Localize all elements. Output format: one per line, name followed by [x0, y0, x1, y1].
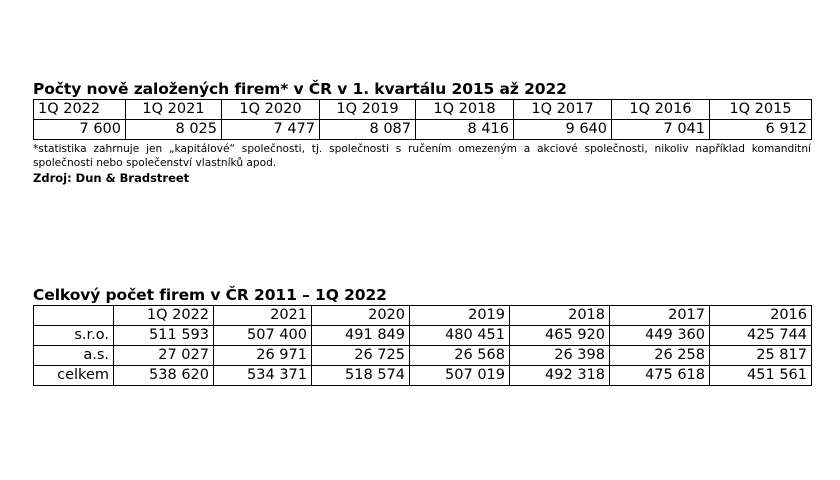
table2-header-cell: 2021 [214, 306, 312, 326]
table-cell: 511 593 [114, 326, 214, 346]
table-row-as [34, 346, 812, 366]
table-cell: 26 398 [510, 346, 610, 366]
table1-title: Počty nově založených firem* v ČR v 1. kvartálu 2015 až 2022 [33, 80, 567, 98]
table1-value-cell: 8 025 [126, 120, 222, 140]
table-cell: 26 258 [610, 346, 710, 366]
table1-value-cell: 8 087 [320, 120, 416, 140]
table1-value-cell: 7 041 [612, 120, 710, 140]
table-cell: 449 360 [610, 326, 710, 346]
table2-header-row [34, 306, 812, 326]
table-row-total [34, 366, 812, 386]
table-cell: 465 920 [510, 326, 610, 346]
table-cell: 518 574 [312, 366, 410, 386]
table1-header-cell: 1Q 2018 [416, 100, 514, 120]
table2-header-cell [34, 306, 114, 326]
table-cell: 25 817 [710, 346, 812, 366]
total-companies-section [33, 286, 811, 386]
table-cell: 507 400 [214, 326, 312, 346]
new-companies-section [33, 80, 811, 185]
total-companies-table [33, 305, 812, 386]
table1-header-cell: 1Q 2017 [514, 100, 612, 120]
table2-header-cell: 2016 [710, 306, 812, 326]
table1-header-row [34, 100, 812, 120]
table2-header-cell: 2018 [510, 306, 610, 326]
table-cell: 475 618 [610, 366, 710, 386]
new-companies-table [33, 99, 812, 140]
table-cell: 480 451 [410, 326, 510, 346]
table-cell: 534 371 [214, 366, 312, 386]
table-cell: 507 019 [410, 366, 510, 386]
table-cell: 26 971 [214, 346, 312, 366]
table2-header-cell: 2019 [410, 306, 510, 326]
table1-header-cell: 1Q 2019 [320, 100, 416, 120]
table1-header-cell: 1Q 2022 [34, 100, 126, 120]
table1-header-cell: 1Q 2016 [612, 100, 710, 120]
table1-header-cell: 1Q 2015 [710, 100, 812, 120]
table1-header-cell: 1Q 2021 [126, 100, 222, 120]
table-cell: 538 620 [114, 366, 214, 386]
table1-footnote: *statistika zahrnuje jen „kapitálové“ společnosti, tj. společnosti s ručením omezeným a akciové společnosti, nikoliv například komanditní společnosti nebo společenství vlastníků apod. [33, 143, 811, 169]
table-cell: 27 027 [114, 346, 214, 366]
table2-header-cell: 1Q 2022 [114, 306, 214, 326]
table-cell: 491 849 [312, 326, 410, 346]
table-cell: 26 725 [312, 346, 410, 366]
table2-header-cell: 2017 [610, 306, 710, 326]
row-label: a.s. [34, 346, 114, 366]
table1-header-cell: 1Q 2020 [222, 100, 320, 120]
table1-value-cell: 6 912 [710, 120, 812, 140]
table1-value-cell: 9 640 [514, 120, 612, 140]
table1-values-row [34, 120, 812, 140]
table-cell: 492 318 [510, 366, 610, 386]
table1-value-cell: 8 416 [416, 120, 514, 140]
row-label: celkem [34, 366, 114, 386]
table-cell: 451 561 [710, 366, 812, 386]
table1-value-cell: 7 477 [222, 120, 320, 140]
row-label: s.r.o. [34, 326, 114, 346]
table2-header-cell: 2020 [312, 306, 410, 326]
table2-title: Celkový počet firem v ČR 2011 – 1Q 2022 [33, 286, 387, 304]
table-cell: 425 744 [710, 326, 812, 346]
table1-source: Zdroj: Dun & Bradstreet [33, 171, 190, 185]
table-row-sro [34, 326, 812, 346]
table-cell: 26 568 [410, 346, 510, 366]
table1-value-cell: 7 600 [34, 120, 126, 140]
